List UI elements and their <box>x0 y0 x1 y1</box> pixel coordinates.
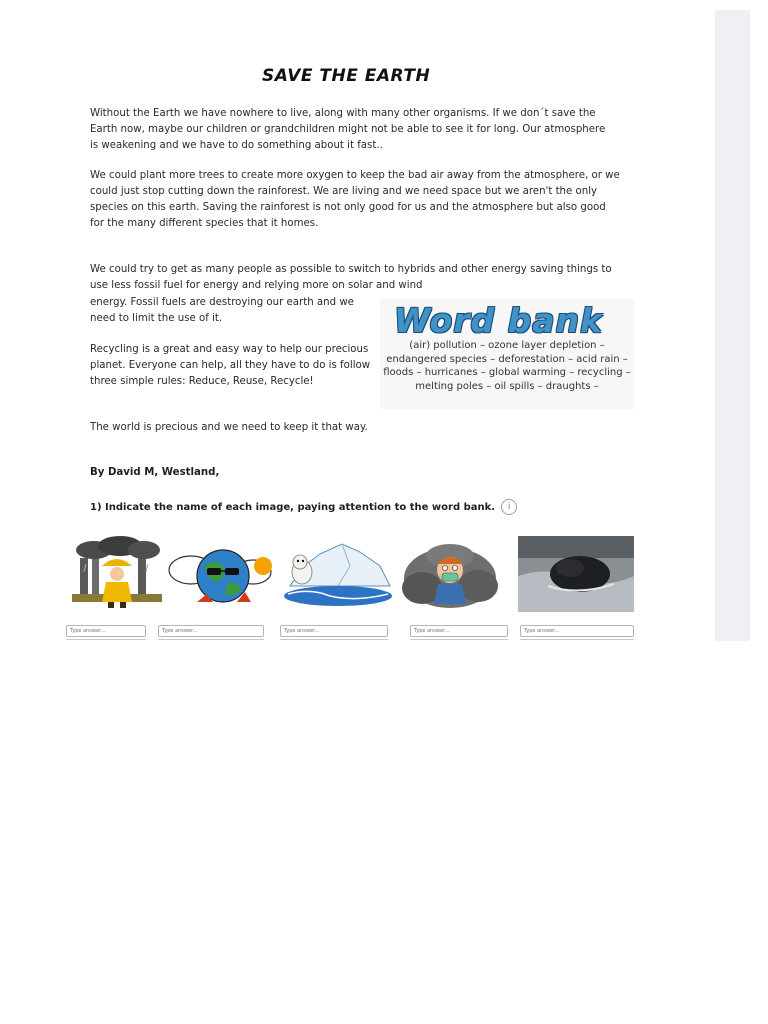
oil-spills-image <box>518 536 634 612</box>
right-panel <box>715 10 750 641</box>
info-icon[interactable]: i <box>501 499 517 515</box>
paragraph-1: Without the Earth we have nowhere to live, along with many other organisms. If we don´t save the Earth now, maybe our children or grandchildren might not be able to see it for long. Our atmosphere is weakening and we have to do something about it fast.. <box>90 108 606 151</box>
author-line: By David M, Westland, <box>90 467 220 478</box>
global-warming-image <box>167 536 275 612</box>
paragraph-3: We could try to get as many people as possible to switch to hybrids and other energy saving things to use less fossil fuel for energy and relying more on solar and wind <box>90 264 612 291</box>
word-bank <box>380 299 634 409</box>
answer-input-5[interactable] <box>520 625 634 637</box>
worksheet <box>62 52 714 642</box>
answer-line-1 <box>66 639 146 640</box>
paragraph-4: energy. Fossil fuels are destroying our earth and we need to limit the use of it. <box>90 297 354 324</box>
melting-poles-image <box>280 536 396 612</box>
answer-input-3[interactable] <box>280 625 388 637</box>
word-bank-terms: (air) pollution – ozone layer depletion – endangered species – deforestation – acid rain – floods – hurricanes – global warming – recycling – melting poles – oil spills – draughts – <box>383 340 631 392</box>
word-bank-title: Word bank <box>394 301 603 340</box>
question-1 <box>90 499 517 515</box>
paragraph-6: The world is precious and we need to keep it that way. <box>90 422 368 433</box>
paragraph-5: Recycling is a great and easy way to help our precious planet. Everyone can help, all they have to do is follow three simple rules: Reduce, Reuse, Recycle! <box>90 344 371 387</box>
answer-input-2[interactable] <box>158 625 264 637</box>
acid-rain-image <box>72 536 162 612</box>
question-text: 1) Indicate the name of each image, paying attention to the word bank. <box>90 502 496 513</box>
answer-line-3 <box>280 639 388 640</box>
answer-line-4 <box>410 639 508 640</box>
answer-input-4[interactable] <box>410 625 508 637</box>
answer-line-5 <box>520 639 634 640</box>
answer-input-1[interactable] <box>66 625 146 637</box>
answer-line-2 <box>158 639 264 640</box>
paragraph-2: We could plant more trees to create more oxygen to keep the bad air away from the atmosphere, or we could just stop cutting down the rainforest. We are living and we need space but we aren't the only species on this earth. Saving the rainforest is not only good for us and the atmosphere but also good for the many different species that it homes. <box>90 170 620 229</box>
air-pollution-image <box>400 536 500 612</box>
page-title: SAVE THE EARTH <box>262 66 431 86</box>
